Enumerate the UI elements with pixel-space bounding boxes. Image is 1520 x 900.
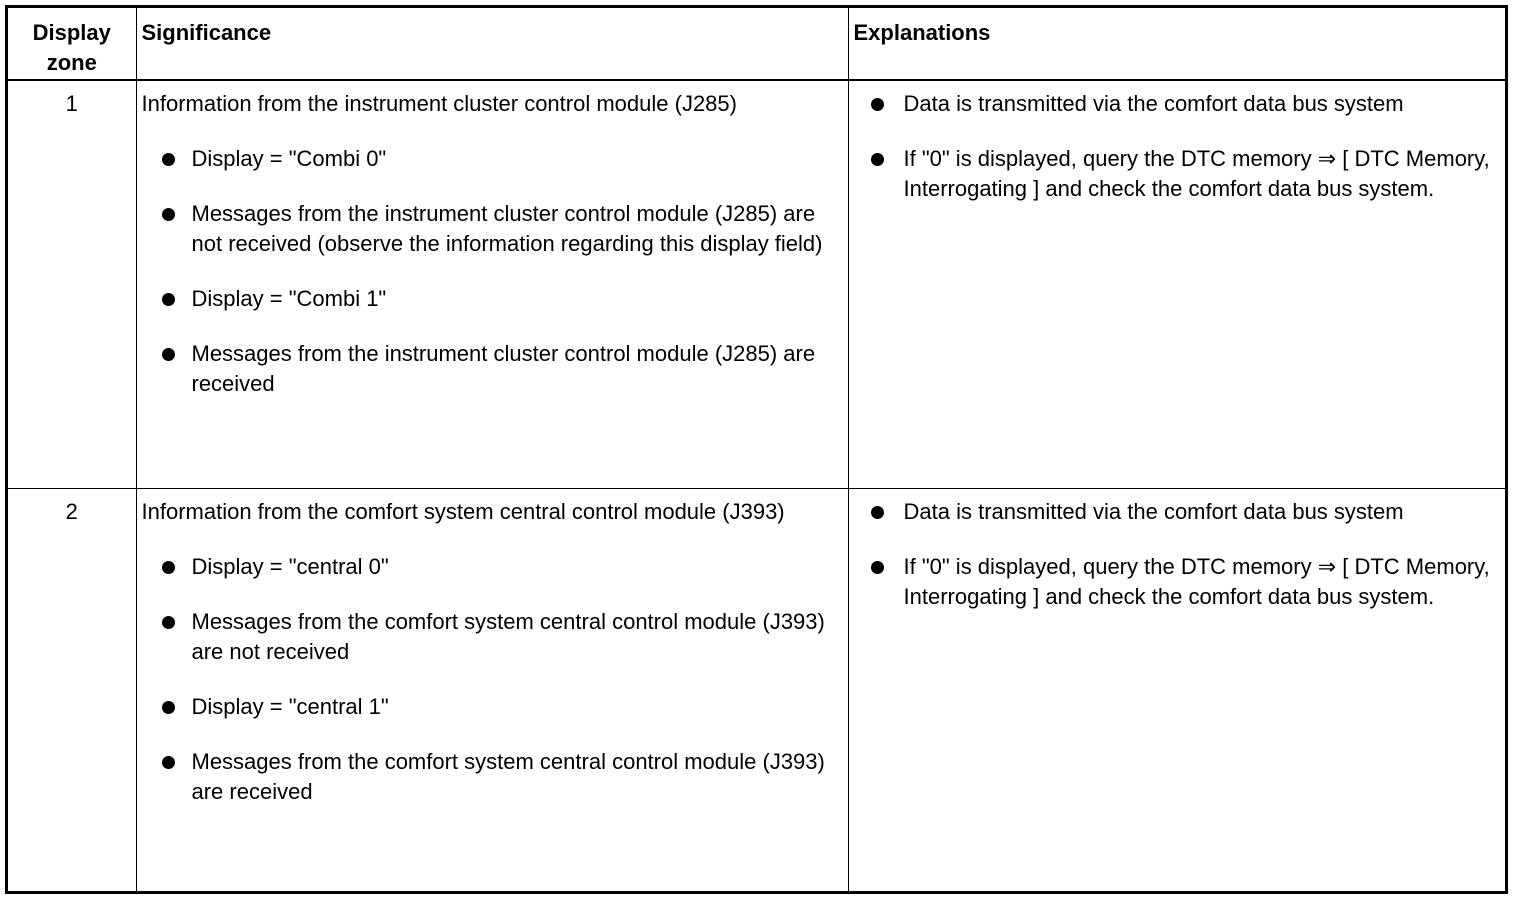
significance-list [142,144,842,399]
significance-intro: Information from the instrument cluster control module (J285) [141,91,737,116]
bullet-icon [162,561,175,574]
list-item [142,144,842,174]
list-item-text: Data is transmitted via the comfort data bus system [903,91,1404,116]
list-item-text: Messages from the comfort system central control module (J393) are not received [191,608,825,664]
zone-cell: 2 [8,488,136,892]
list-item-text: Messages from the instrument cluster control module (J285) are not received (observe the information regarding this display field) [191,201,823,256]
explanations-list [854,497,1500,612]
table [8,8,1505,892]
list-item [142,747,842,807]
explanations-cell [848,488,1505,892]
table-row [8,488,1505,892]
list-item-text: Display = "central 0" [191,553,389,579]
list-item-text: Data is transmitted via the comfort data bus system [903,498,1404,524]
display-zone-table [5,5,1508,894]
bullet-icon [162,208,175,221]
list-item [142,199,842,259]
list-item-text: Display = "Combi 0" [191,146,387,171]
list-item [142,339,842,399]
zone-cell: 1 [8,80,136,488]
list-item-text: Messages from the instrument cluster control module (J285) are received [191,341,816,396]
bullet-icon [162,153,175,166]
list-item [854,144,1500,204]
bullet-icon [871,561,884,574]
explanations-list [854,89,1500,204]
header-row [8,8,1505,80]
explanations-cell [848,80,1505,488]
list-item-text: Display = "Combi 1" [191,286,387,311]
header-display-zone: Display zone [8,8,136,80]
list-item [142,284,842,314]
bullet-icon [871,153,884,166]
list-item [854,497,1500,527]
list-item [854,552,1500,612]
list-item-text: If "0" is displayed, query the DTC memory ⇒ [ DTC Memory, Interrogating ] and check the comfort data bus system. [903,146,1490,201]
bullet-icon [162,348,175,361]
bullet-icon [162,756,175,769]
bullet-icon [871,506,884,519]
header-significance: Significance [136,8,848,80]
list-item [854,89,1500,119]
significance-intro: Information from the comfort system central control module (J393) [141,498,785,524]
header-explanations: Explanations [848,8,1505,80]
significance-cell [136,80,848,488]
list-item [142,607,842,667]
significance-list [142,552,842,807]
list-item [142,692,842,722]
table-row [8,80,1505,488]
bullet-icon [162,701,175,714]
list-item [142,552,842,582]
significance-cell [136,488,848,892]
list-item-text: Display = "central 1" [191,693,389,719]
list-item-text: If "0" is displayed, query the DTC memory ⇒ [ DTC Memory, Interrogating ] and check the comfort data bus system. [903,553,1490,609]
bullet-icon [871,98,884,111]
bullet-icon [162,293,175,306]
list-item-text: Messages from the comfort system central control module (J393) are received [191,748,825,804]
bullet-icon [162,616,175,629]
